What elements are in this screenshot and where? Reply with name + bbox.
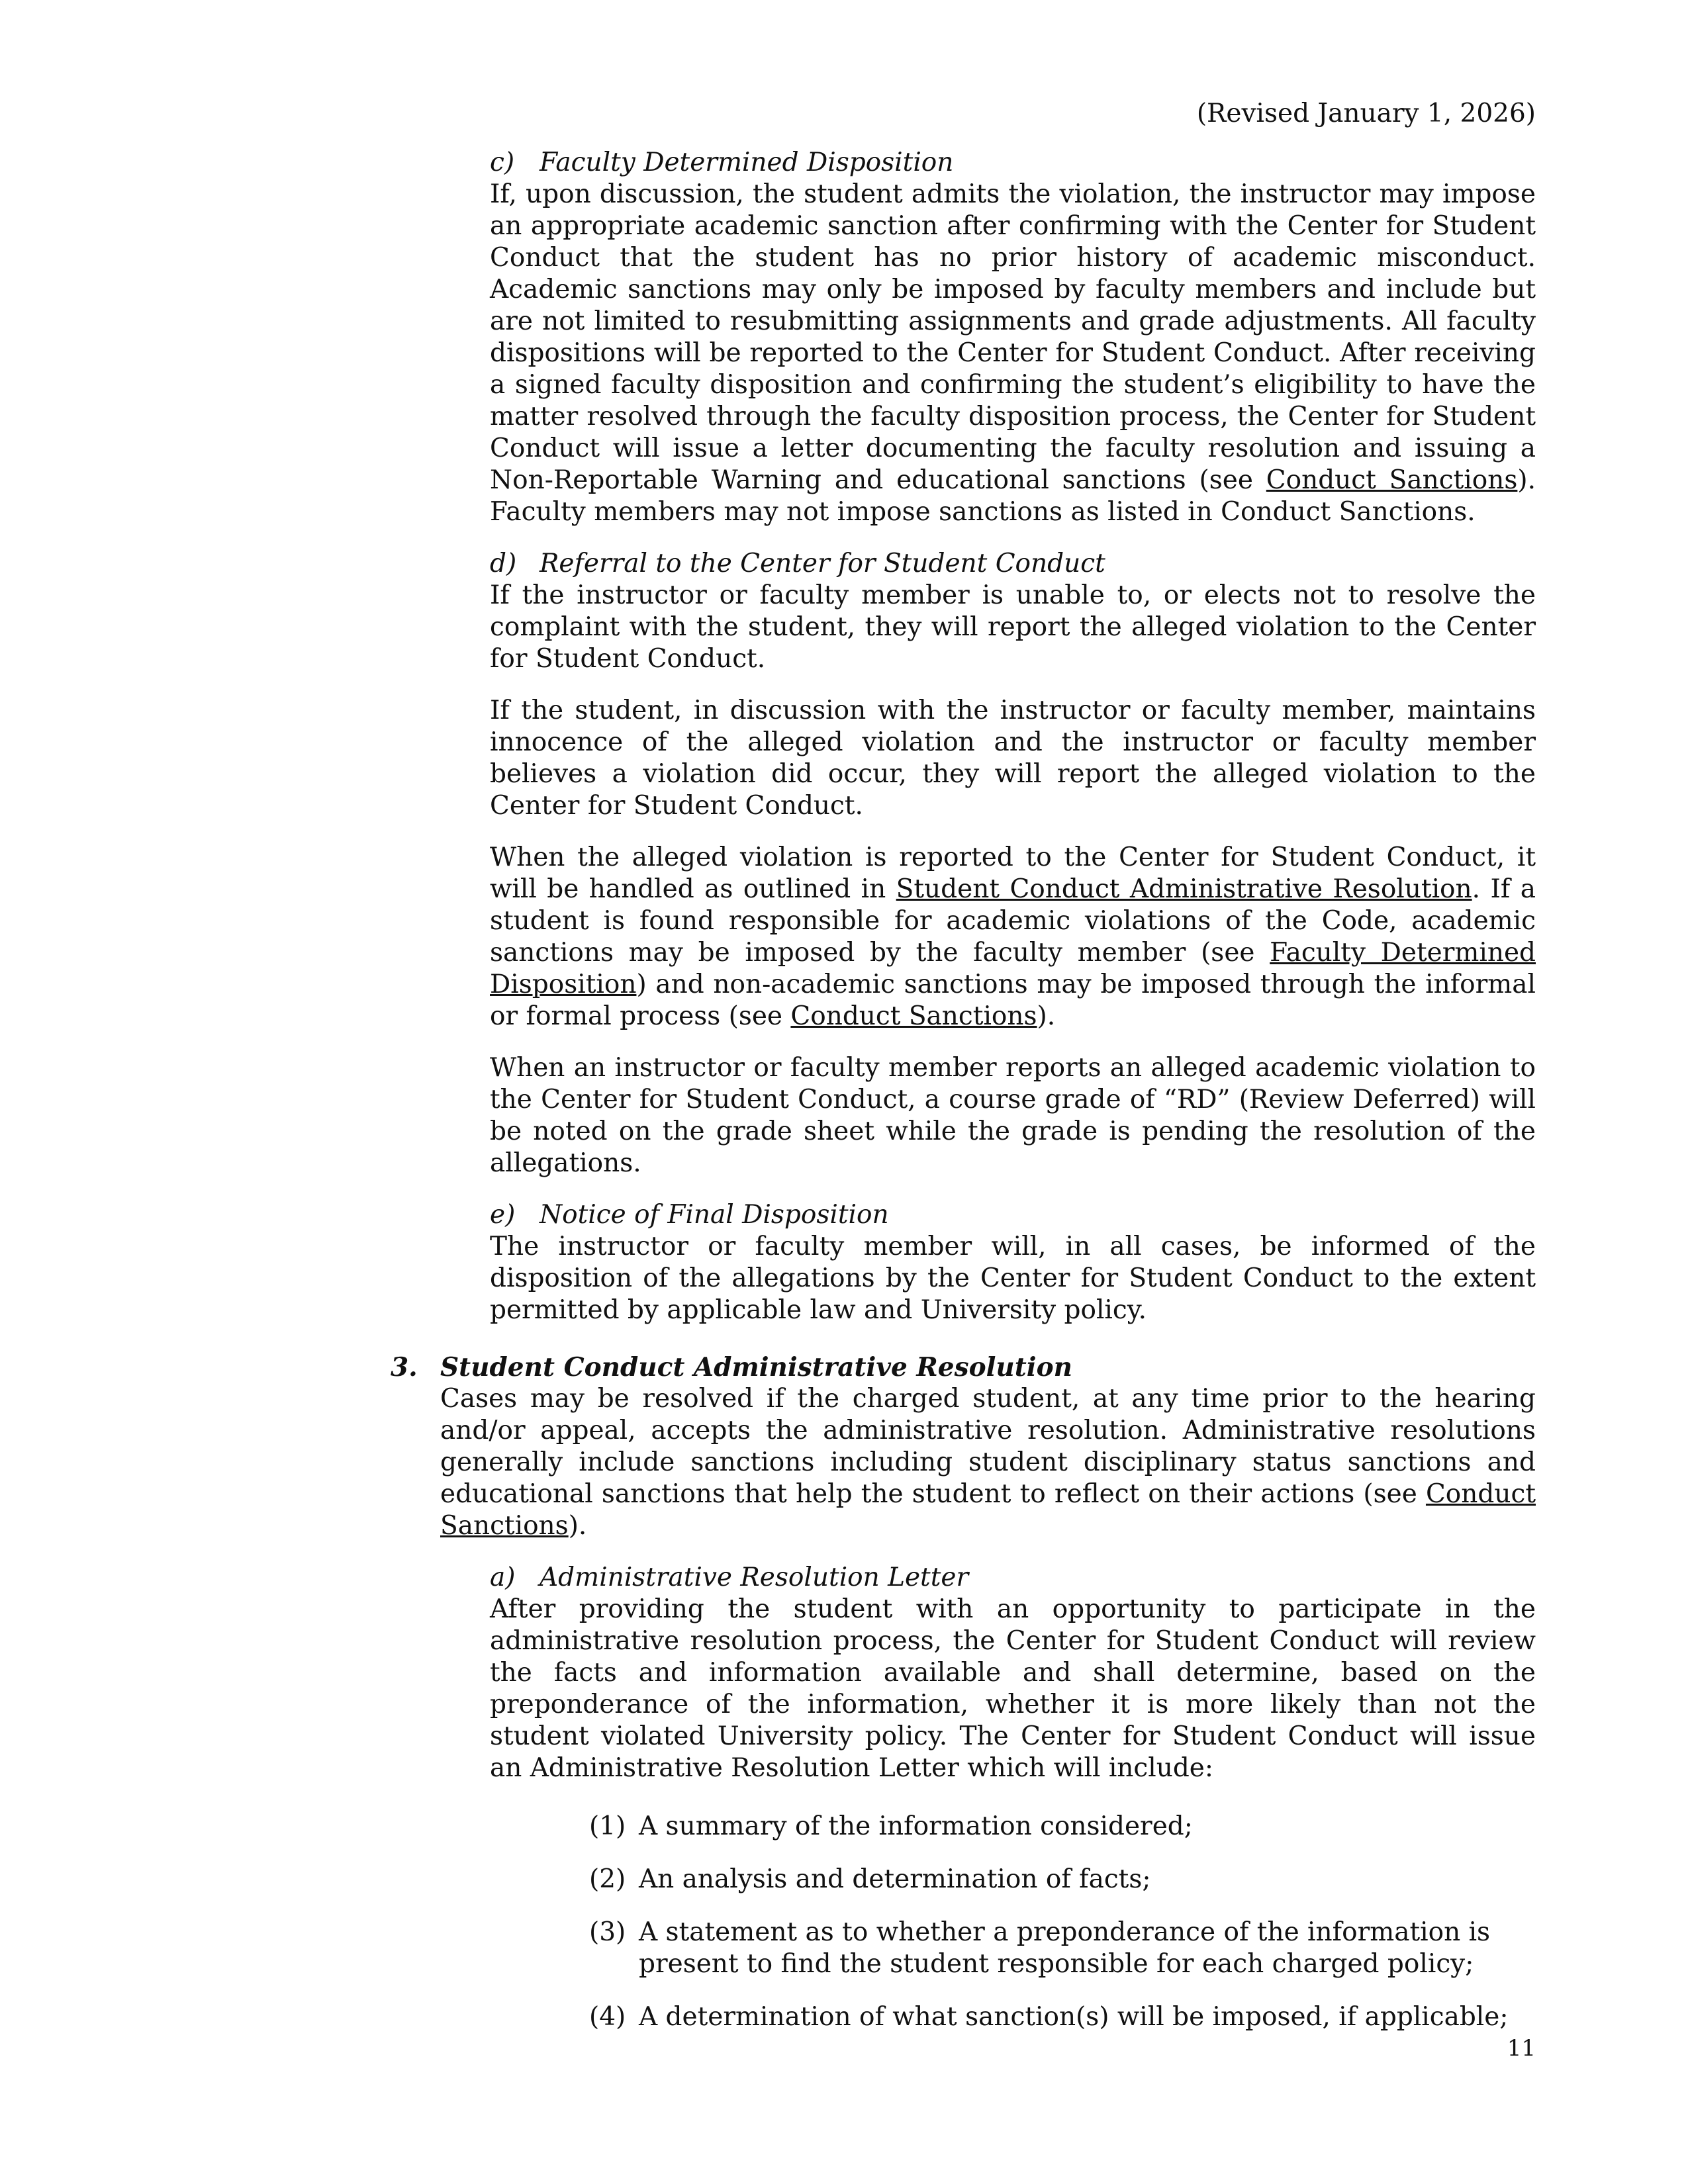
paragraph-text: ) and non-academic sanctions may be imposed through the informal or formal process (see — [490, 970, 1536, 1031]
list-item-text: A summary of the information considered; — [639, 1811, 1193, 1841]
subsection-title: Faculty Determined Disposition — [539, 148, 954, 177]
paragraph-text: Cases may be resolved if the charged student, at any time prior to the hearing and/or appeal, accepts the administrative resolution. Administrative resolutions generally include sanctions including student disciplinary status sanctions and educational sanctions that help the student to reflect on their actions (see — [440, 1384, 1536, 1509]
section-title: Student Conduct Administrative Resolution — [440, 1352, 1072, 1383]
paragraph-text: When the alleged violation is reported to the Center for Student Conduct, it will be handled as outlined in — [490, 842, 1536, 904]
subsection-heading — [490, 1199, 1536, 1231]
link-conduct-sanctions[interactable]: Conduct Sanctions — [790, 1001, 1037, 1031]
paragraph: If the student, in discussion with the instructor or faculty member, maintains innocence of the alleged violation and the instructor or faculty member believes a violation did occur, they will report the alleged violation to the Center for Student Conduct. — [490, 696, 1536, 821]
paragraph: When an instructor or faculty member reports an alleged academic violation to the Center for Student Conduct, a course grade of “RD” (Review Deferred) will be noted on the grade sheet while the grade is pending the resolution of the allegations. — [490, 1053, 1536, 1178]
paragraph — [490, 179, 1536, 528]
list-item-number: (1) — [589, 1811, 626, 1841]
paragraph-text: If, upon discussion, the student admits the violation, the instructor may impose an appropriate academic sanction after confirming with the Center for Student Conduct that the student has no prior history of academic misconduct. Academic sanctions may only be imposed by faculty members and include but are not limited to resubmitting assignments and grade adjustments. All faculty dispositions will be reported to the Center for Student Conduct. After receiving a signed faculty disposition and confirming the student’s eligibility to have the matter resolved through the faculty disposition process, the Center for Student Conduct will issue a letter documenting the faculty resolution and issuing a Non-Reportable Warning and educational sanctions (see — [490, 179, 1536, 495]
list-item — [589, 1811, 1536, 1843]
link-conduct-sanctions[interactable]: Conduct Sanctions — [1266, 465, 1518, 495]
resolution-letter-list — [589, 1811, 1536, 2033]
subsection-faculty-determined-disposition — [490, 147, 1536, 528]
subsection-marker: d) — [490, 549, 517, 578]
paragraph-text: ). — [568, 1511, 587, 1541]
paragraph — [490, 842, 1536, 1032]
link-conduct-sanctions[interactable]: Conduct Sanctions — [440, 1479, 1536, 1541]
subsection-notice-of-final-disposition — [490, 1199, 1536, 1326]
list-item-number: (2) — [589, 1864, 626, 1894]
subsection-marker: e) — [490, 1200, 516, 1230]
list-item-text: A determination of what sanction(s) will be imposed, if applicable; — [639, 2002, 1509, 2032]
list-item — [589, 2001, 1536, 2033]
section-administrative-resolution — [391, 1351, 1536, 1542]
paragraph-text: ). Faculty members may not impose sanctions as listed in Conduct Sanctions. — [490, 465, 1536, 527]
subsection-title: Administrative Resolution Letter — [539, 1563, 969, 1592]
subsection-marker: c) — [490, 148, 515, 177]
list-item — [589, 1864, 1536, 1895]
page-content — [391, 147, 1536, 2054]
subsection-heading — [490, 1562, 1536, 1594]
subsection-referral — [490, 548, 1536, 1179]
list-item-text: An analysis and determination of facts; — [639, 1864, 1151, 1894]
subsection-title: Referral to the Center for Student Conduct — [539, 549, 1105, 578]
paragraph-text: . If a student is found responsible for academic violations of the Code, academic sanctions may be imposed by the faculty member (see — [490, 874, 1536, 968]
link-student-conduct-administrative-resolution[interactable]: Student Conduct Administrative Resolution — [896, 874, 1472, 904]
link-faculty-determined-disposition[interactable]: Faculty Determined Disposition — [490, 938, 1536, 999]
subsection-heading — [490, 548, 1536, 580]
revision-date: (Revised January 1, 2026) — [1196, 99, 1536, 128]
subsection-heading — [490, 147, 1536, 179]
subsection-administrative-resolution-letter — [490, 1562, 1536, 1784]
list-item-number: (3) — [589, 1917, 626, 1947]
page-number: 11 — [1507, 2035, 1536, 2062]
paragraph: After providing the student with an opportunity to participate in the administrative resolution process, the Center for Student Conduct will review the facts and information available and shall determine, based on the preponderance of the information, whether it is more likely than not the student violated University policy. The Center for Student Conduct will issue an Administrative Resolution Letter which will include: — [490, 1594, 1536, 1783]
paragraph: If the instructor or faculty member is unable to, or elects not to resolve the complaint with the student, they will report the alleged violation to the Center for Student Conduct. — [490, 580, 1536, 674]
list-item-text: A statement as to whether a preponderance of the information is present to find the student responsible for each charged policy; — [639, 1917, 1491, 1979]
subsection-title: Notice of Final Disposition — [539, 1200, 889, 1230]
list-item — [589, 1917, 1536, 1980]
subsection-marker: a) — [490, 1563, 516, 1592]
paragraph — [440, 1383, 1536, 1542]
section-number: 3. — [391, 1352, 418, 1383]
section-heading — [391, 1351, 1536, 1383]
paragraph-text: ). — [1037, 1001, 1056, 1031]
paragraph: The instructor or faculty member will, in all cases, be informed of the disposition of the allegations by the Center for Student Conduct to the extent permitted by applicable law and University policy. — [490, 1232, 1536, 1325]
list-item-number: (4) — [589, 2002, 626, 2032]
